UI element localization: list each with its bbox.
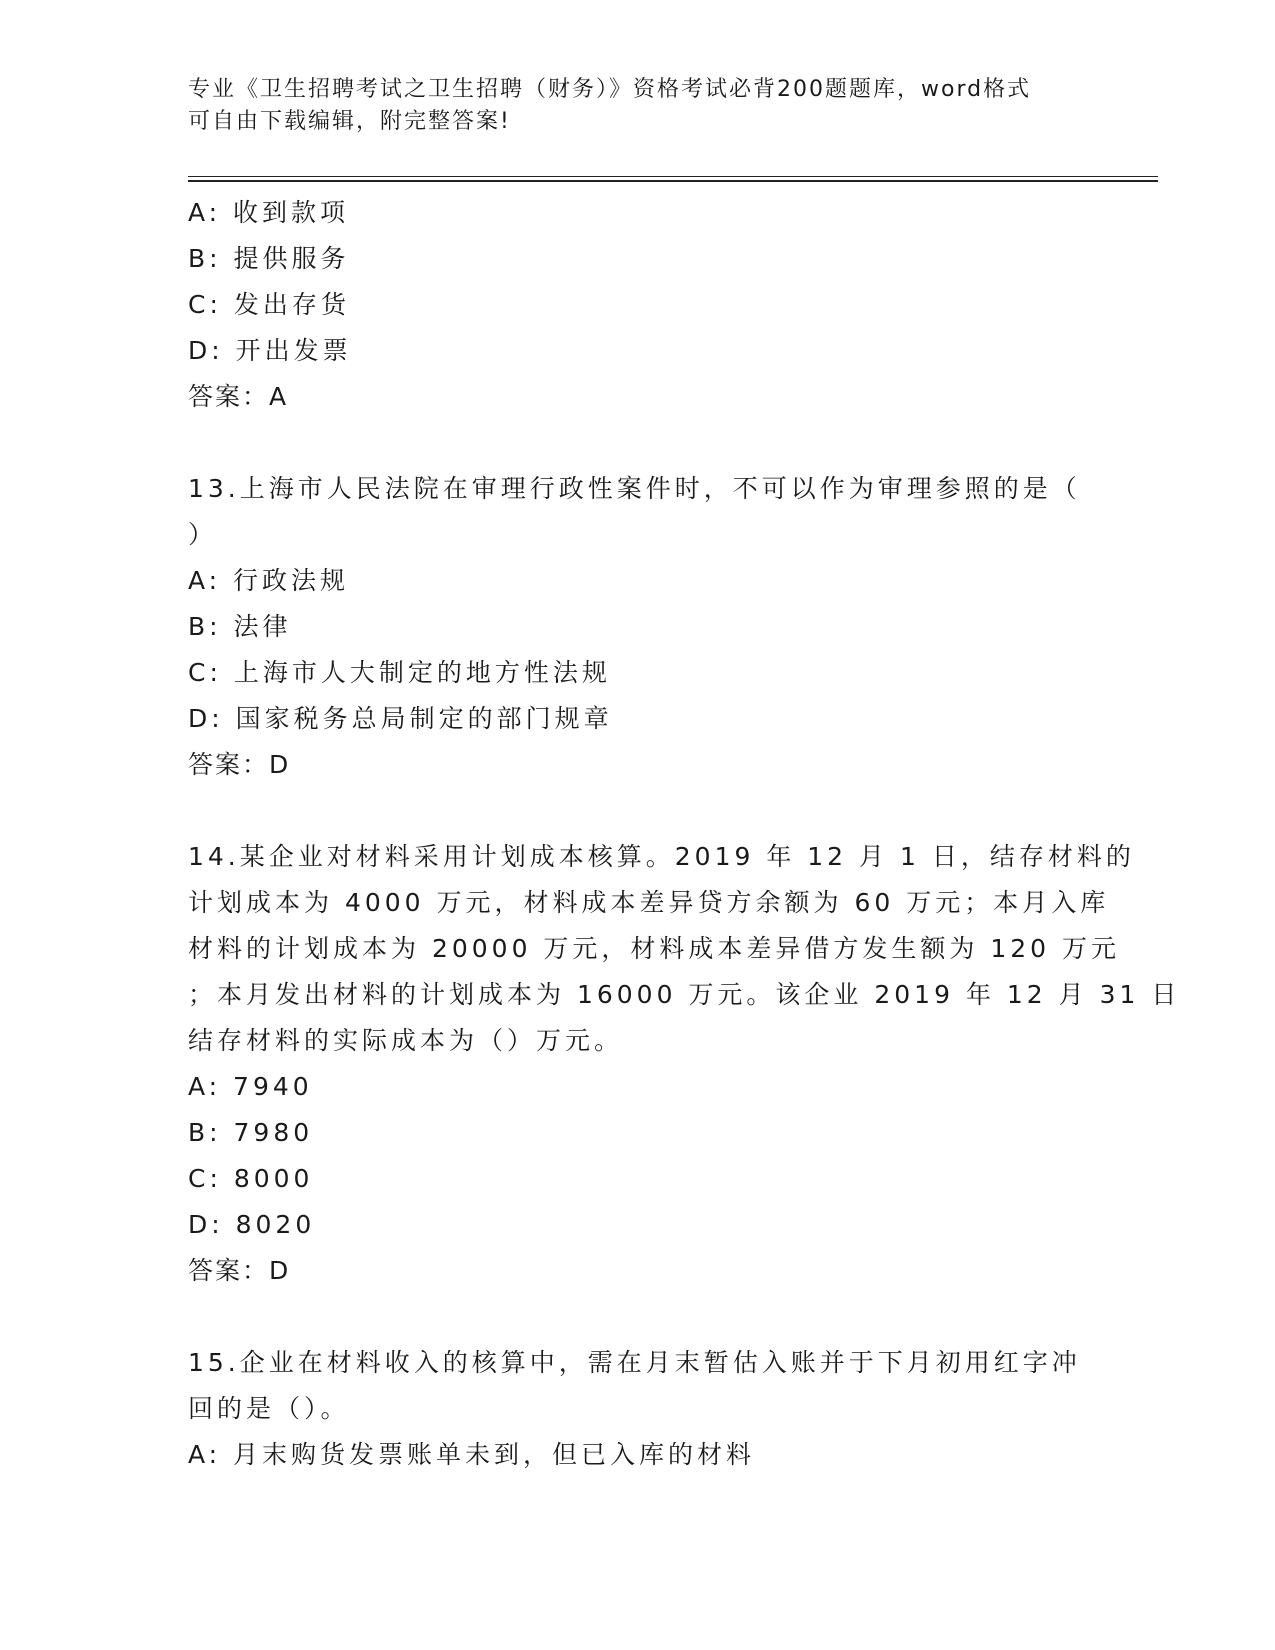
question-12: [188, 190, 1088, 420]
answer-label: 答案：D: [188, 750, 291, 779]
option-a: A: 7940: [188, 1072, 313, 1101]
option-b: B: 提供服务: [188, 244, 350, 273]
option-c: C: 发出存货: [188, 290, 350, 319]
question-text-line: 13.上海市人民法院在审理行政性案件时，不可以作为审理参照的是（: [188, 474, 1081, 503]
option-a: A: 月末购货发票账单未到，但已入库的材料: [188, 1440, 756, 1469]
spacer: [188, 420, 1088, 466]
option-d: D: 国家税务总局制定的部门规章: [188, 704, 613, 733]
question-text-line: 14.某企业对材料采用计划成本核算。2019 年 12 月 1 日，结存材料的: [188, 842, 1135, 871]
spacer: [188, 788, 1088, 834]
option-c: C: 上海市人大制定的地方性法规: [188, 658, 611, 687]
question-13: [188, 466, 1088, 788]
question-text-line: ）: [188, 520, 218, 549]
option-b: B: 7980: [188, 1118, 314, 1147]
header-line-2: 可自由下载编辑，附完整答案!: [188, 109, 511, 134]
question-text-line: 回的是（）。: [188, 1394, 350, 1423]
question-text-line: 15.企业在材料收入的核算中，需在月末暂估入账并于下月初用红字冲: [188, 1348, 1081, 1377]
document-body: [188, 190, 1181, 1478]
question-text-line: 结存材料的实际成本为（）万元。: [188, 1026, 624, 1055]
option-a: A: 行政法规: [188, 566, 350, 595]
option-d: D: 8020: [188, 1210, 316, 1239]
header-divider-thin: [188, 176, 1158, 177]
header-divider-thick: [188, 180, 1158, 182]
question-15: [188, 1340, 1088, 1478]
question-14: [188, 834, 1181, 1294]
answer-label: 答案：A: [188, 382, 289, 411]
spacer: [188, 1294, 1088, 1340]
question-text-line: 材料的计划成本为 20000 万元，材料成本差异借方发生额为 120 万元: [188, 934, 1121, 963]
option-b: B: 法律: [188, 612, 292, 641]
option-d: D: 开出发票: [188, 336, 352, 365]
option-c: C: 8000: [188, 1164, 314, 1193]
question-text-line: 计划成本为 4000 万元，材料成本差异贷方余额为 60 万元；本月入库: [188, 888, 1110, 917]
document-header: [188, 74, 1068, 138]
answer-label: 答案：D: [188, 1256, 291, 1285]
header-line-1: 专业《卫生招聘考试之卫生招聘（财务）》资格考试必背200题题库，word格式: [188, 77, 1032, 102]
option-a: A: 收到款项: [188, 198, 350, 227]
question-text-line: ；本月发出材料的计划成本为 16000 万元。该企业 2019 年 12 月 31 日: [188, 980, 1181, 1009]
